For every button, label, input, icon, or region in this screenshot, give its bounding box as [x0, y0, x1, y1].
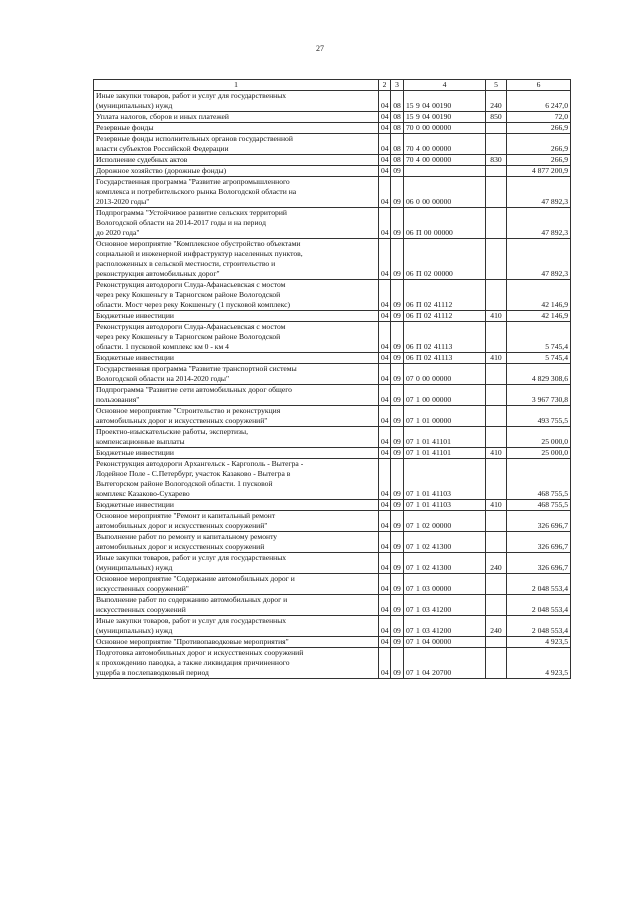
- row-name-cell: Бюджетные инвестиции: [94, 353, 379, 364]
- subsection-code-cell: 09: [391, 500, 404, 511]
- table-row: [94, 637, 571, 648]
- amount-cell: 2 048 553,4: [507, 616, 571, 637]
- subsection-code-cell: 09: [391, 385, 404, 406]
- expense-type-cell: [486, 637, 507, 648]
- section-code-cell: 04: [379, 177, 391, 208]
- target-article-cell: 06 П 02 00000: [404, 239, 486, 280]
- section-code-cell: 04: [379, 123, 391, 134]
- expense-type-cell: 240: [486, 616, 507, 637]
- section-code-cell: 04: [379, 574, 391, 595]
- row-name-cell: Бюджетные инвестиции: [94, 311, 379, 322]
- amount-cell: 493 755,5: [507, 406, 571, 427]
- expense-type-cell: [486, 427, 507, 448]
- row-name-cell: Выполнение работ по содержанию автомобильных дорог и искусственных сооружений: [94, 595, 379, 616]
- table-row: [94, 553, 571, 574]
- amount-cell: 4 923,5: [507, 637, 571, 648]
- subsection-code-cell: 09: [391, 239, 404, 280]
- subsection-code-cell: 09: [391, 511, 404, 532]
- subsection-code-cell: 09: [391, 353, 404, 364]
- row-name-cell: Подпрограмма "Устойчивое развитие сельских территорий Вологодской области на 2014-2017 годы и на период до 2020 года": [94, 208, 379, 239]
- table-row: [94, 123, 571, 134]
- target-article-cell: 70 4 00 00000: [404, 134, 486, 155]
- page-number: 27: [316, 44, 324, 53]
- target-article-cell: 07 1 01 41103: [404, 500, 486, 511]
- table-row: [94, 574, 571, 595]
- section-code-cell: 04: [379, 616, 391, 637]
- target-article-cell: 07 1 01 41101: [404, 427, 486, 448]
- expense-type-cell: [486, 239, 507, 280]
- column-header: 1: [94, 80, 379, 91]
- target-article-cell: 06 0 00 00000: [404, 177, 486, 208]
- target-article-cell: 06 П 02 41112: [404, 311, 486, 322]
- column-header: 4: [404, 80, 486, 91]
- subsection-code-cell: 09: [391, 448, 404, 459]
- subsection-code-cell: 09: [391, 322, 404, 353]
- expense-type-cell: [486, 406, 507, 427]
- row-name-cell: Бюджетные инвестиции: [94, 448, 379, 459]
- table-row: [94, 208, 571, 239]
- section-code-cell: 04: [379, 459, 391, 500]
- expense-type-cell: [486, 595, 507, 616]
- expense-type-cell: [486, 322, 507, 353]
- row-name-cell: Государственная программа "Развитие транспортной системы Вологодской области на 2014-2020 годы": [94, 364, 379, 385]
- section-code-cell: 04: [379, 595, 391, 616]
- table-body: [94, 91, 571, 679]
- row-name-cell: Основное мероприятие "Содержание автомобильных дорог и искусственных сооружений": [94, 574, 379, 595]
- target-article-cell: 07 1 00 00000: [404, 385, 486, 406]
- table-row: [94, 459, 571, 500]
- subsection-code-cell: 09: [391, 616, 404, 637]
- expense-type-cell: [486, 648, 507, 679]
- section-code-cell: 04: [379, 239, 391, 280]
- section-code-cell: 04: [379, 353, 391, 364]
- amount-cell: 326 696,7: [507, 532, 571, 553]
- row-name-cell: Подпрограмма "Развитие сети автомобильных дорог общего пользования": [94, 385, 379, 406]
- expense-type-cell: 410: [486, 448, 507, 459]
- column-header: 2: [379, 80, 391, 91]
- amount-cell: 5 745,4: [507, 353, 571, 364]
- target-article-cell: 15 9 04 00190: [404, 91, 486, 112]
- target-article-cell: 07 1 02 41300: [404, 532, 486, 553]
- section-code-cell: 04: [379, 448, 391, 459]
- expense-type-cell: [486, 364, 507, 385]
- amount-cell: 266,9: [507, 123, 571, 134]
- target-article-cell: 06 П 00 00000: [404, 208, 486, 239]
- section-code-cell: 04: [379, 406, 391, 427]
- expense-type-cell: [486, 532, 507, 553]
- table-row: [94, 134, 571, 155]
- amount-cell: 266,9: [507, 134, 571, 155]
- amount-cell: 326 696,7: [507, 553, 571, 574]
- subsection-code-cell: 08: [391, 155, 404, 166]
- row-name-cell: Уплата налогов, сборов и иных платежей: [94, 112, 379, 123]
- amount-cell: 25 000,0: [507, 448, 571, 459]
- expense-type-cell: [486, 574, 507, 595]
- row-name-cell: Реконструкция автодороги Архангельск - Каргополь - Вытегра - Лодейное Поле - С.Петербург, участок Казаково - Вытегра в Вытегорском районе Вологодской области. 1 пусковой комплекс Казаково-Сухарево: [94, 459, 379, 500]
- subsection-code-cell: 09: [391, 648, 404, 679]
- row-name-cell: Основное мероприятие "Строительство и реконструкция автомобильных дорог и искусственных сооружений": [94, 406, 379, 427]
- expense-type-cell: 410: [486, 311, 507, 322]
- row-name-cell: Выполнение работ по ремонту и капитальному ремонту автомобильных дорог и искусственных сооружений: [94, 532, 379, 553]
- expense-type-cell: 410: [486, 500, 507, 511]
- section-code-cell: 04: [379, 364, 391, 385]
- table-row: [94, 280, 571, 311]
- table-row: [94, 239, 571, 280]
- target-article-cell: 07 1 02 41300: [404, 553, 486, 574]
- amount-cell: 5 745,4: [507, 322, 571, 353]
- table-row: [94, 511, 571, 532]
- expense-type-cell: 240: [486, 91, 507, 112]
- section-code-cell: 04: [379, 155, 391, 166]
- table-row: [94, 112, 571, 123]
- section-code-cell: 04: [379, 166, 391, 177]
- amount-cell: 47 892,3: [507, 239, 571, 280]
- amount-cell: 266,9: [507, 155, 571, 166]
- expense-type-cell: [486, 208, 507, 239]
- row-name-cell: Реконструкция автодороги Слуда-Афанасьевская с мостом через реку Кокшеньгу в Тарногском районе Вологодской области. 1 пусковой комплекс км 0 - км 4: [94, 322, 379, 353]
- target-article-cell: 70 4 00 00000: [404, 155, 486, 166]
- amount-cell: 4 829 308,6: [507, 364, 571, 385]
- section-code-cell: 04: [379, 500, 391, 511]
- table-row: [94, 322, 571, 353]
- amount-cell: 2 048 553,4: [507, 595, 571, 616]
- amount-cell: 25 000,0: [507, 427, 571, 448]
- target-article-cell: 07 1 04 00000: [404, 637, 486, 648]
- row-name-cell: Исполнение судебных актов: [94, 155, 379, 166]
- column-header: 5: [486, 80, 507, 91]
- table-row: [94, 177, 571, 208]
- subsection-code-cell: 09: [391, 595, 404, 616]
- expense-type-cell: 830: [486, 155, 507, 166]
- subsection-code-cell: 09: [391, 406, 404, 427]
- row-name-cell: Дорожное хозяйство (дорожные фонды): [94, 166, 379, 177]
- table-row: [94, 353, 571, 364]
- target-article-cell: 07 1 02 00000: [404, 511, 486, 532]
- section-code-cell: 04: [379, 208, 391, 239]
- section-code-cell: 04: [379, 134, 391, 155]
- section-code-cell: 04: [379, 280, 391, 311]
- table-row: [94, 385, 571, 406]
- expense-type-cell: 850: [486, 112, 507, 123]
- budget-table: [93, 79, 571, 679]
- amount-cell: 47 892,3: [507, 177, 571, 208]
- table-row: [94, 595, 571, 616]
- row-name-cell: Резервные фонды исполнительных органов государственной власти субъектов Российской Федерации: [94, 134, 379, 155]
- subsection-code-cell: 09: [391, 166, 404, 177]
- row-name-cell: Иные закупки товаров, работ и услуг для государственных (муниципальных) нужд: [94, 616, 379, 637]
- target-article-cell: 06 П 02 41113: [404, 353, 486, 364]
- row-name-cell: Иные закупки товаров, работ и услуг для государственных (муниципальных) нужд: [94, 91, 379, 112]
- target-article-cell: 07 1 03 41200: [404, 616, 486, 637]
- target-article-cell: [404, 166, 486, 177]
- column-header: 6: [507, 80, 571, 91]
- subsection-code-cell: 09: [391, 208, 404, 239]
- expense-type-cell: [486, 511, 507, 532]
- expense-type-cell: [486, 177, 507, 208]
- amount-cell: 72,0: [507, 112, 571, 123]
- row-name-cell: Подготовка автомобильных дорог и искусственных сооружений к прохождению паводка, а также ликвидация причиненного ущерба в послепаводковый период: [94, 648, 379, 679]
- table-row: [94, 91, 571, 112]
- subsection-code-cell: 09: [391, 532, 404, 553]
- target-article-cell: 07 1 04 20700: [404, 648, 486, 679]
- target-article-cell: 06 П 02 41112: [404, 280, 486, 311]
- section-code-cell: 04: [379, 648, 391, 679]
- amount-cell: 42 146,9: [507, 311, 571, 322]
- section-code-cell: 04: [379, 112, 391, 123]
- amount-cell: 47 892,3: [507, 208, 571, 239]
- row-name-cell: Основное мероприятие "Ремонт и капитальный ремонт автомобильных дорог и искусственных сооружений": [94, 511, 379, 532]
- row-name-cell: Основное мероприятие "Комплексное обустройство объектами социальной и инженерной инфраструктур населенных пунктов, расположенных в сельской местности, строительство и реконструкция автомобильных дорог": [94, 239, 379, 280]
- expense-type-cell: [486, 166, 507, 177]
- subsection-code-cell: 09: [391, 553, 404, 574]
- row-name-cell: Бюджетные инвестиции: [94, 500, 379, 511]
- row-name-cell: Резервные фонды: [94, 123, 379, 134]
- section-code-cell: 04: [379, 91, 391, 112]
- table-row: [94, 448, 571, 459]
- table-row: [94, 311, 571, 322]
- subsection-code-cell: 08: [391, 91, 404, 112]
- subsection-code-cell: 09: [391, 637, 404, 648]
- table-row: [94, 155, 571, 166]
- target-article-cell: 07 1 03 00000: [404, 574, 486, 595]
- section-code-cell: 04: [379, 385, 391, 406]
- section-code-cell: 04: [379, 511, 391, 532]
- table-row: [94, 166, 571, 177]
- target-article-cell: 70 0 00 00000: [404, 123, 486, 134]
- amount-cell: 6 247,0: [507, 91, 571, 112]
- amount-cell: 326 696,7: [507, 511, 571, 532]
- target-article-cell: 07 1 01 41101: [404, 448, 486, 459]
- table-row: [94, 427, 571, 448]
- target-article-cell: 07 1 01 00000: [404, 406, 486, 427]
- amount-cell: 4 877 200,9: [507, 166, 571, 177]
- expense-type-cell: [486, 280, 507, 311]
- row-name-cell: Иные закупки товаров, работ и услуг для государственных (муниципальных) нужд: [94, 553, 379, 574]
- subsection-code-cell: 09: [391, 177, 404, 208]
- expense-type-cell: 410: [486, 353, 507, 364]
- expense-type-cell: [486, 459, 507, 500]
- expense-type-cell: [486, 385, 507, 406]
- subsection-code-cell: 09: [391, 280, 404, 311]
- subsection-code-cell: 08: [391, 123, 404, 134]
- table-row: [94, 616, 571, 637]
- section-code-cell: 04: [379, 553, 391, 574]
- target-article-cell: 07 0 00 00000: [404, 364, 486, 385]
- amount-cell: 468 755,5: [507, 459, 571, 500]
- section-code-cell: 04: [379, 637, 391, 648]
- amount-cell: 468 755,5: [507, 500, 571, 511]
- subsection-code-cell: 09: [391, 311, 404, 322]
- row-name-cell: Государственная программа "Развитие агропромышленного комплекса и потребительского рынка Вологодской области на 2013-2020 годы": [94, 177, 379, 208]
- target-article-cell: 07 1 03 41200: [404, 595, 486, 616]
- table-row: [94, 406, 571, 427]
- row-name-cell: Реконструкция автодороги Слуда-Афанасьевская с мостом через реку Кокшеньгу в Тарногском районе Вологодской области. Мост через реку Кокшеньгу (1 пусковой комплекс): [94, 280, 379, 311]
- subsection-code-cell: 08: [391, 134, 404, 155]
- amount-cell: 4 923,5: [507, 648, 571, 679]
- target-article-cell: 15 9 04 00190: [404, 112, 486, 123]
- table-row: [94, 648, 571, 679]
- section-code-cell: 04: [379, 532, 391, 553]
- amount-cell: 2 048 553,4: [507, 574, 571, 595]
- subsection-code-cell: 08: [391, 112, 404, 123]
- expense-type-cell: [486, 123, 507, 134]
- section-code-cell: 04: [379, 427, 391, 448]
- target-article-cell: 07 1 01 41103: [404, 459, 486, 500]
- column-header: 3: [391, 80, 404, 91]
- table-row: [94, 532, 571, 553]
- expense-type-cell: 240: [486, 553, 507, 574]
- amount-cell: 3 967 730,8: [507, 385, 571, 406]
- subsection-code-cell: 09: [391, 364, 404, 385]
- subsection-code-cell: 09: [391, 574, 404, 595]
- section-code-cell: 04: [379, 311, 391, 322]
- section-code-cell: 04: [379, 322, 391, 353]
- table-row: [94, 500, 571, 511]
- subsection-code-cell: 09: [391, 427, 404, 448]
- amount-cell: 42 146,9: [507, 280, 571, 311]
- subsection-code-cell: 09: [391, 459, 404, 500]
- row-name-cell: Основное мероприятие "Противопаводковые мероприятия": [94, 637, 379, 648]
- table-row: [94, 364, 571, 385]
- row-name-cell: Проектно-изыскательские работы, экспертизы, компенсационные выплаты: [94, 427, 379, 448]
- expense-type-cell: [486, 134, 507, 155]
- target-article-cell: 06 П 02 41113: [404, 322, 486, 353]
- column-number-row: [94, 80, 571, 91]
